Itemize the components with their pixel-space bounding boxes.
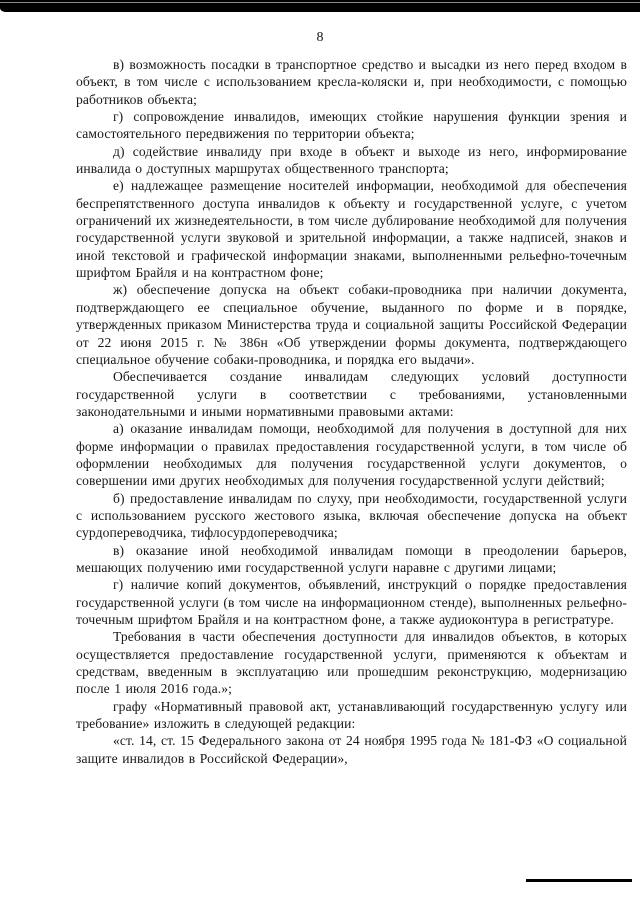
- scan-artifact-bottom-line: [526, 879, 632, 882]
- paragraph: г) сопровождение инвалидов, имеющих стойкие нарушения функции зрения и самостоятельного передвижения по территории объекта;: [76, 109, 627, 142]
- paragraph: е) надлежащее размещение носителей информации, необходимой для обеспечения беспрепятственного доступа инвалидов к объекту и государственной услуге, с учетом ограничений их жизнедеятельности, в том числе дублирование необходимой для получения государственной услуги звуковой и зрительной информации, а также надписей, знаков и иной текстовой и графической информации знаками, выполненными рельефно-точечным шрифтом Брайля и на контрастном фоне;: [76, 178, 627, 281]
- paragraph: Обеспечивается создание инвалидам следующих условий доступности государственной услуги в соответствии с требованиями, установленными законодательными и иными нормативными правовыми актами:: [76, 369, 627, 419]
- paragraph: ж) обеспечение допуска на объект собаки-проводника при наличии документа, подтверждающего ее специальное обучение, выданного по форме и в порядке, утвержденных приказом Министерства труда и социальной защиты Российской Федерации от 22 июня 2015 г. № 386н «Об утверждении формы документа, подтверждающего специальное обучение собаки-проводника, и порядка его выдачи».: [76, 282, 627, 367]
- paragraph: б) предоставление инвалидам по слуху, при необходимости, государственной услуги с использованием русского жестового языка, включая обеспечение допуска на объект сурдопереводчика, тифлосурдопереводчика;: [76, 490, 627, 541]
- paragraph: г) наличие копий документов, объявлений, инструкций о порядке предоставления государственной услуги (в том числе на информационном стенде), выполненных рельефно-точечным шрифтом Брайля и на контрастном фоне, а также аудиоконтура в регистратуре.: [76, 577, 627, 627]
- document-body: [76, 56, 627, 767]
- paragraph: графу «Нормативный правовой акт, устанавливающий государственную услугу или требование» изложить в следующей редакции:: [76, 698, 627, 732]
- paragraph: в) оказание иной необходимой инвалидам помощи в преодолении барьеров, мешающих получению ими государственной услуги наравне с другими лицами;: [76, 542, 627, 575]
- paragraph: а) оказание инвалидам помощи, необходимой для получения в доступной для них форме информации о правилах предоставления государственной услуги, в том числе об оформлении необходимых для получения государственной услуги документов, о совершении ими других необходимых для получения государственной услуги действий;: [76, 421, 627, 489]
- page-number: 8: [316, 30, 324, 45]
- paragraph: Требования в части обеспечения доступности для инвалидов объектов, в которых осуществляется предоставление государственной услуги, применяются к объектам и средствам, введенным в эксплуатацию или прошедшим реконструкцию, модернизацию после 1 июля 2016 года.»;: [76, 629, 627, 697]
- scan-artifact-top-bar: [0, 0, 640, 12]
- paragraph: «ст. 14, ст. 15 Федерального закона от 24 ноября 1995 года № 181-ФЗ «О социальной защите инвалидов в Российской Федерации»,: [76, 733, 627, 766]
- paragraph: д) содействие инвалиду при входе в объект и выходе из него, информирование инвалида о доступных маршрутах общественного транспорта;: [76, 143, 627, 177]
- paragraph: в) возможность посадки в транспортное средство и высадки из него перед входом в объект, в том числе с использованием кресла-коляски и, при необходимости, с помощью работников объекта;: [76, 57, 627, 107]
